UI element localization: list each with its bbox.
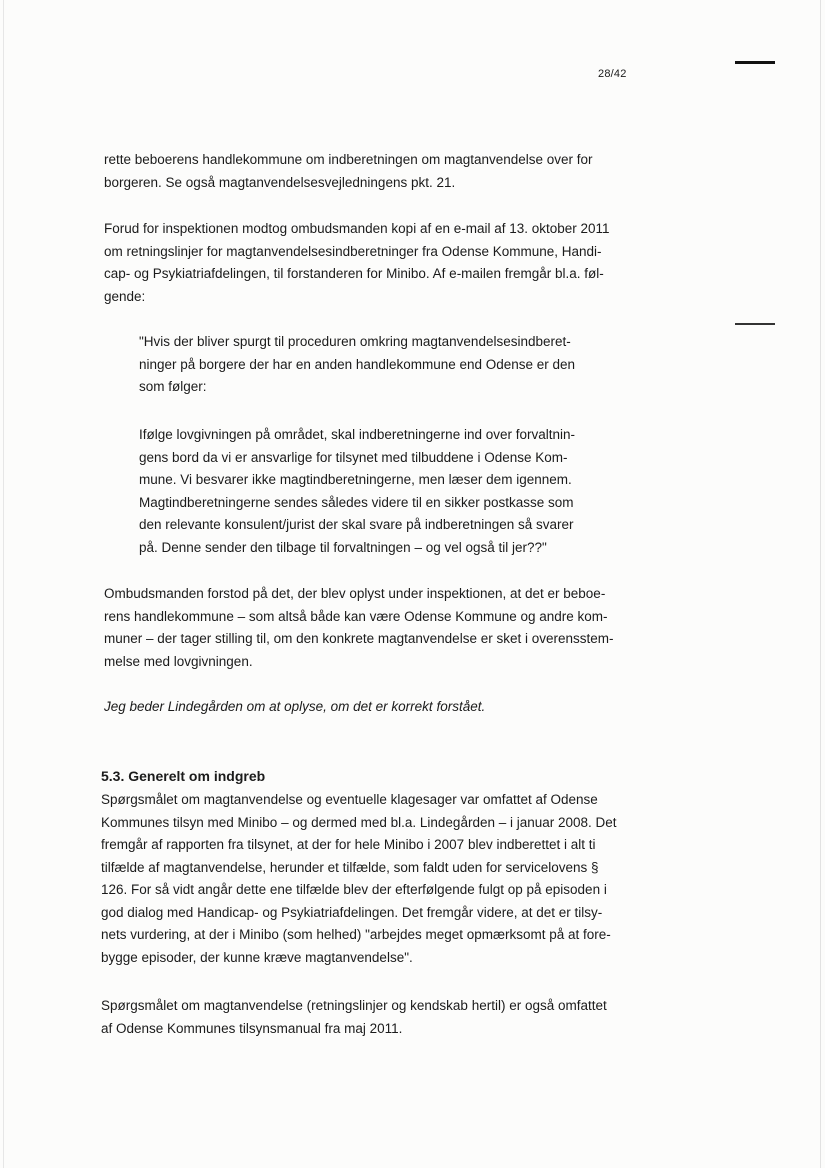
page-edge-left: [3, 0, 4, 1168]
margin-mark-top: [735, 61, 775, 64]
text-line: muner – der tager stilling til, om den konkrete magtanvendelse er sket i overensstem-: [104, 631, 614, 646]
text-line: Ifølge lovgivningen på området, skal indberetningerne ind over forvaltnin-: [139, 427, 576, 442]
text-line: rette beboerens handlekommune om indberetningen om magtanvendelse over for: [104, 152, 593, 167]
text-line: fremgår af rapporten fra tilsynet, at der for hele Minibo i 2007 blev indberettet i alt ti: [101, 837, 596, 852]
page-edge-right: [820, 0, 821, 1168]
page-number: 28/42: [598, 68, 627, 80]
text-line: på. Denne sender den tilbage til forvaltningen – og vel også til jer??": [139, 539, 547, 555]
paragraph-3: [104, 583, 614, 673]
margin-mark-middle: [735, 323, 775, 325]
text-line: Jeg beder Lindegården om at oplyse, om det er korrekt forstået.: [104, 699, 486, 714]
text-line: cap- og Psykiatriafdelingen, til forstanderen for Minibo. Af e-mailen fremgår bl.a. føl-: [104, 266, 604, 281]
paragraph-1: [104, 149, 593, 194]
quote-part-1: [139, 331, 575, 399]
text-line: "Hvis der bliver spurgt til proceduren omkring magtanvendelsesindberet-: [139, 334, 571, 349]
quote-part-2: [139, 424, 575, 559]
text-line: om retningslinjer for magtanvendelsesindberetninger fra Odense Kommune, Handi-: [104, 243, 602, 259]
section-heading: 5.3. Generelt om indgreb: [101, 768, 266, 784]
text-line: gens bord da vi er ansvarlige for tilsynet med tilbuddene i Odense Kom-: [139, 449, 568, 465]
text-line: 126. For så vidt angår dette ene tilfælde blev der efterfølgende fulgt op på episoden i: [101, 882, 607, 897]
text-line: mune. Vi besvarer ikke magtindberetningerne, men læser dem igennem.: [139, 472, 572, 487]
text-line: af Odense Kommunes tilsynsmanual fra maj 2011.: [101, 1020, 403, 1036]
paragraph-6: [101, 995, 607, 1040]
text-line: gende:: [104, 288, 146, 304]
paragraph-5: [101, 789, 617, 969]
text-line: den relevante konsulent/jurist der skal svare på indberetningen så svarer: [139, 517, 574, 532]
text-line: som følger:: [139, 379, 207, 394]
text-line: Spørgsmålet om magtanvendelse (retningslinjer og kendskab hertil) er også omfattet: [101, 998, 607, 1013]
paragraph-2: [104, 218, 610, 308]
text-line: tilfælde af magtanvendelse, herunder et tilfælde, som faldt uden for servicelovens §: [101, 859, 599, 875]
text-line: Forud for inspektionen modtog ombudsmanden kopi af en e-mail af 13. oktober 2011: [104, 221, 610, 236]
text-line: melse med lovgivningen.: [104, 653, 253, 669]
text-line: ninger på borgere der har en anden handlekommune end Odense er den: [139, 356, 576, 372]
text-line: bygge episoder, der kunne kræve magtanvendelse".: [101, 949, 413, 965]
text-line: rens handlekommune – som altså både kan være Odense Kommune og andre kom-: [104, 608, 608, 624]
paragraph-italic-request: [104, 696, 485, 719]
text-line: Spørgsmålet om magtanvendelse og eventuelle klagesager var omfattet af Odense: [101, 792, 598, 807]
text-line: Kommunes tilsyn med Minibo – og dermed med bl.a. Lindegården – i januar 2008. Det: [101, 814, 617, 830]
text-line: Magtindberetningerne sendes således videre til en sikker postkasse som: [139, 494, 574, 510]
text-line: nets vurdering, at der i Minibo (som helhed) "arbejdes meget opmærksomt på at fore-: [101, 927, 611, 942]
text-line: Ombudsmanden forstod på det, der blev oplyst under inspektionen, at det er beboe-: [104, 586, 606, 601]
text-line: borgeren. Se også magtanvendelsesvejledningens pkt. 21.: [104, 174, 456, 190]
text-line: god dialog med Handicap- og Psykiatriafdelingen. Det fremgår videre, at det er tilsy-: [101, 904, 603, 920]
